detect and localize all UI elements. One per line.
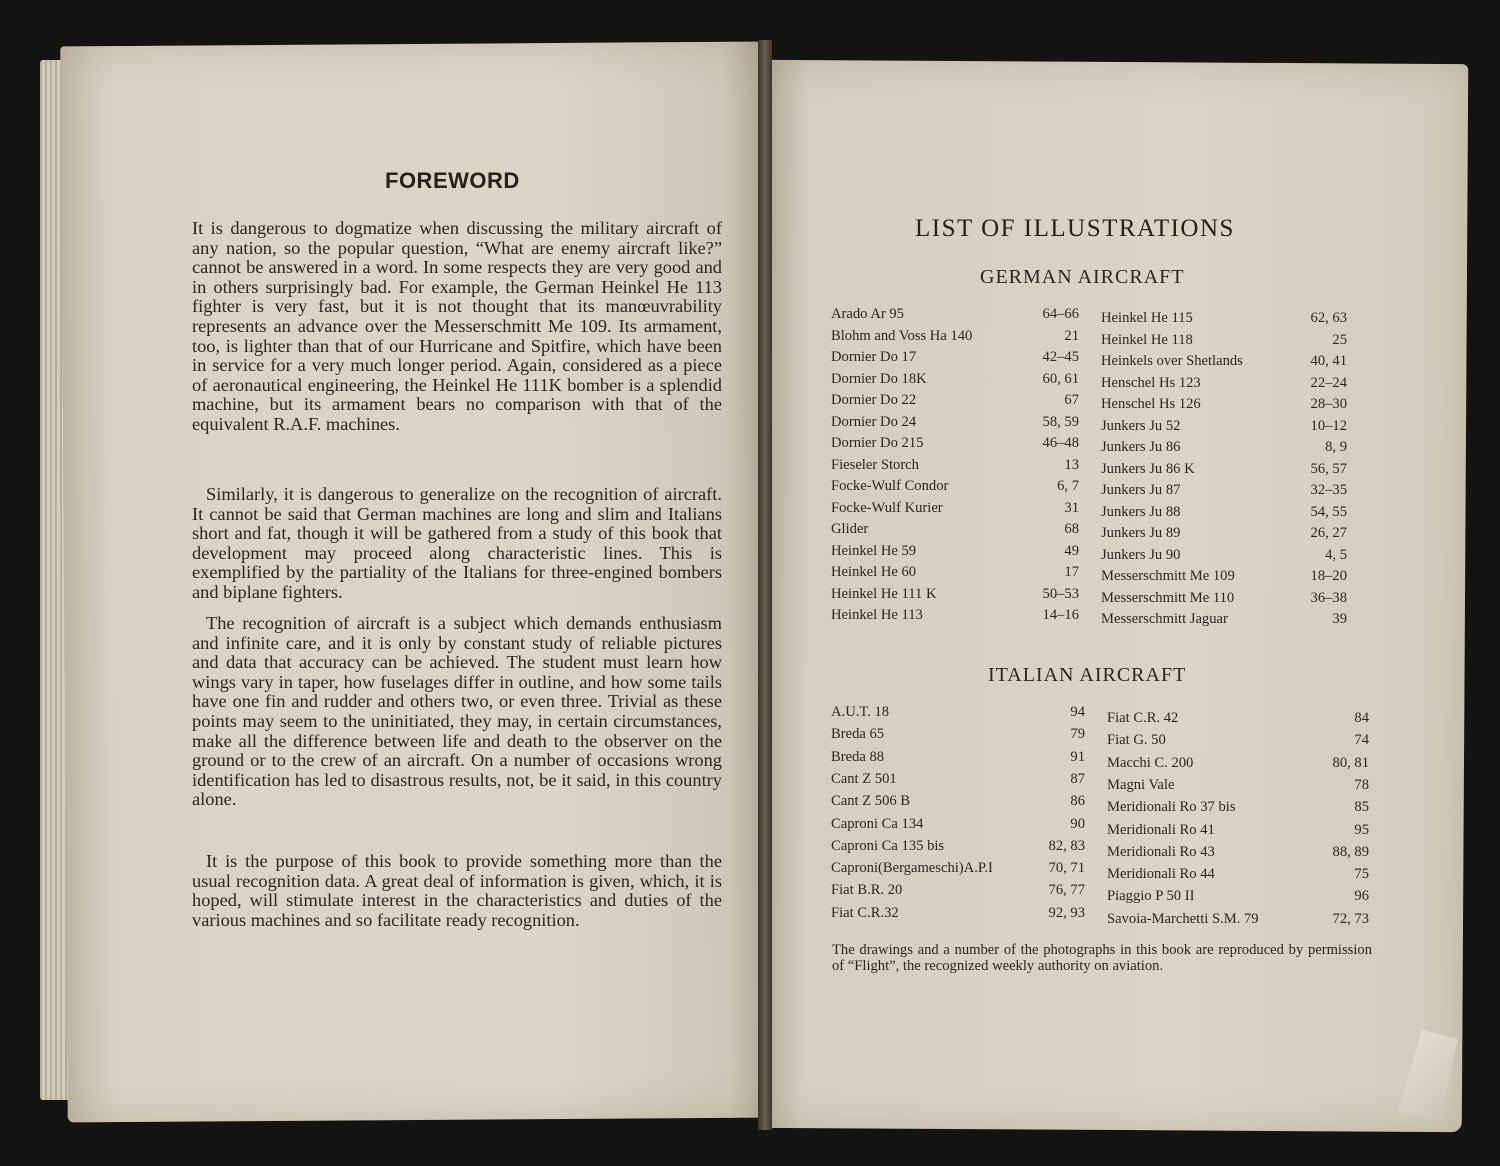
entry-pages: 4, 5 bbox=[1325, 546, 1347, 563]
entry-pages: 40, 41 bbox=[1310, 353, 1347, 369]
entry-name: Heinkel He 60 bbox=[831, 564, 917, 580]
entry-pages: 94 bbox=[1070, 704, 1085, 720]
entry-pages: 86 bbox=[1070, 793, 1085, 810]
entry-pages: 14–16 bbox=[1042, 607, 1079, 623]
entry-name: Junkers Ju 52 bbox=[1101, 417, 1181, 434]
entry-name: Heinkels over Shetlands bbox=[1101, 353, 1243, 369]
entry-name: Heinkel He 113 bbox=[831, 607, 923, 623]
entry-name: Heinkel He 118 bbox=[1101, 331, 1193, 348]
entry-name: Fiat G. 50 bbox=[1107, 732, 1166, 749]
entry-name: Junkers Ju 88 bbox=[1101, 503, 1181, 520]
entry-pages: 8, 9 bbox=[1325, 439, 1347, 455]
entry-name: Dornier Do 18K bbox=[831, 370, 927, 387]
entry-pages: 31 bbox=[1064, 499, 1079, 516]
entry-pages: 67 bbox=[1064, 392, 1079, 408]
entry-name: Fiat C.R. 42 bbox=[1107, 710, 1179, 726]
entry-pages: 13 bbox=[1064, 456, 1079, 473]
entry-pages: 84 bbox=[1354, 710, 1369, 726]
entry-name: Henschel Hs 126 bbox=[1101, 396, 1201, 412]
entry-pages: 64–66 bbox=[1042, 306, 1079, 322]
entry-name: Fiat C.R.32 bbox=[831, 904, 899, 921]
entry-pages: 85 bbox=[1354, 799, 1369, 816]
entry-pages: 62, 63 bbox=[1310, 310, 1347, 326]
entry-pages: 88, 89 bbox=[1332, 843, 1369, 860]
foreword-paragraph: It is dangerous to dogmatize when discussing the military aircraft of any nation, so the popular question, “What are enemy aircraft like?” cannot be answered in a word. In some respects they are very good and in others surprisingly bad. For example, the German Heinkel He 113 fighter is very fast, but it is not thought that its manœuvrability represents an advance over the Messerschmitt Me 109. Its armament, too, is lighter than that of our Hurricane and Spitfire, which have been in service for a very much longer period. Again, considered as a piece of aeronautical engineering, the Heinkel He 111K bomber is a splendid machine, but its armament bears no comparison with that of the equivalent R.A.F. machines. bbox=[192, 218, 722, 434]
entry-name: A.U.T. 18 bbox=[831, 704, 890, 720]
entry-pages: 18–20 bbox=[1310, 568, 1347, 584]
entry-pages: 70, 71 bbox=[1048, 860, 1085, 877]
entry-name: Arado Ar 95 bbox=[831, 306, 904, 322]
entry-name: Henschel Hs 123 bbox=[1101, 374, 1201, 391]
foreword-title: FOREWORD bbox=[385, 168, 520, 193]
entry-pages: 54, 55 bbox=[1310, 503, 1347, 520]
entry-name: Macchi C. 200 bbox=[1107, 754, 1194, 771]
book-gutter bbox=[758, 40, 772, 1130]
entry-name: Cant Z 501 bbox=[831, 770, 897, 787]
entry-pages: 39 bbox=[1332, 611, 1347, 627]
entry-pages: 46–48 bbox=[1042, 435, 1079, 451]
entry-pages: 32–35 bbox=[1310, 482, 1347, 498]
entry-name: Blohm and Voss Ha 140 bbox=[831, 327, 973, 344]
entry-pages: 28–30 bbox=[1310, 396, 1347, 412]
entry-pages: 49 bbox=[1064, 542, 1079, 559]
entry-pages: 25 bbox=[1332, 331, 1347, 348]
entry-pages: 50–53 bbox=[1042, 585, 1079, 602]
entry-name: Meridionali Ro 43 bbox=[1107, 843, 1215, 860]
entry-name: Dornier Do 22 bbox=[831, 392, 917, 408]
german-heading: GERMAN AIRCRAFT bbox=[980, 266, 1185, 288]
foreword-paragraph: The recognition of aircraft is a subject which demands enthusiasm and infinite care, and it is only by constant study of reliable pictures and data that accuracy can be achieved. The student must learn how wings vary in taper, how fuselages differ in outline, and how some tails have one fin and rudder and others two, or even three. Trivial as these points may seem to the uninitiated, they may, in certain circumstances, make all the difference between life and death to the observer on the ground or to the crew of an aircraft. On a number of occasions wrong identification has led to disastrous results, not, be it said, in this country alone. bbox=[192, 613, 722, 810]
entry-name: Glider bbox=[831, 521, 869, 537]
credits-note: The drawings and a number of the photographs in this book are reproduced by permission of “Flight”, the recognized weekly authority on aviation. bbox=[832, 942, 1372, 974]
entry-name: Junkers Ju 89 bbox=[1101, 525, 1181, 541]
entry-pages: 26, 27 bbox=[1310, 525, 1347, 541]
entry-name: Focke-Wulf Kurier bbox=[831, 499, 943, 516]
entry-name: Junkers Ju 90 bbox=[1101, 546, 1181, 563]
entry-pages: 80, 81 bbox=[1332, 754, 1369, 771]
entry-name: Caproni Ca 135 bis bbox=[831, 837, 945, 854]
entry-name: Junkers Ju 86 K bbox=[1101, 460, 1195, 477]
entry-name: Messerschmitt Me 109 bbox=[1101, 568, 1235, 584]
entry-pages: 17 bbox=[1064, 564, 1079, 580]
entry-name: Focke-Wulf Condor bbox=[831, 478, 949, 494]
entry-name: Savoia-Marchetti S.M. 79 bbox=[1107, 910, 1259, 927]
entry-pages: 90 bbox=[1070, 815, 1085, 832]
entry-name: Dornier Do 17 bbox=[831, 349, 917, 365]
entry-name: Meridionali Ro 44 bbox=[1107, 866, 1215, 883]
entry-name: Messerschmitt Me 110 bbox=[1101, 589, 1235, 606]
entry-name: Messerschmitt Jaguar bbox=[1101, 611, 1228, 627]
entry-name: Fieseler Storch bbox=[831, 456, 919, 473]
illustrations-title: LIST OF ILLUSTRATIONS bbox=[915, 215, 1235, 242]
entry-pages: 87 bbox=[1070, 770, 1085, 787]
entry-pages: 10–12 bbox=[1310, 417, 1347, 434]
entry-name: Breda 88 bbox=[831, 748, 885, 765]
entry-name: Caproni Ca 134 bbox=[831, 815, 924, 832]
entry-pages: 56, 57 bbox=[1310, 460, 1347, 477]
entry-pages: 78 bbox=[1354, 776, 1369, 793]
italian-heading: ITALIAN AIRCRAFT bbox=[988, 664, 1187, 686]
foreword-paragraph: Similarly, it is dangerous to generalize on the recognition of aircraft. It cannot be said that German machines are long and slim and Italians short and fat, though it will be gathered from a study of this book that development may proceed along characteristic lines. This is exemplified by the partiality of the Italians for three-engined bombers and biplane fighters. bbox=[192, 484, 722, 602]
entry-name: Dornier Do 24 bbox=[831, 413, 917, 430]
entry-pages: 92, 93 bbox=[1048, 904, 1085, 921]
entry-name: Breda 65 bbox=[831, 726, 885, 743]
entry-pages: 58, 59 bbox=[1042, 413, 1079, 430]
entry-name: Meridionali Ro 41 bbox=[1107, 821, 1215, 838]
entry-pages: 36–38 bbox=[1310, 589, 1347, 606]
entry-pages: 22–24 bbox=[1310, 374, 1347, 391]
entry-pages: 74 bbox=[1354, 732, 1369, 749]
entry-name: Caproni(Bergameschi)A.P.I bbox=[831, 860, 993, 877]
entry-pages: 72, 73 bbox=[1332, 910, 1369, 927]
entry-name: Heinkel He 115 bbox=[1101, 310, 1193, 326]
entry-name: Magni Vale bbox=[1107, 776, 1175, 793]
entry-pages: 91 bbox=[1070, 748, 1085, 765]
entry-pages: 95 bbox=[1354, 821, 1369, 838]
entry-name: Heinkel He 111 K bbox=[831, 585, 937, 602]
entry-name: Junkers Ju 87 bbox=[1101, 482, 1181, 498]
entry-pages: 75 bbox=[1354, 866, 1369, 883]
entry-pages: 42–45 bbox=[1042, 349, 1079, 365]
entry-pages: 79 bbox=[1070, 726, 1085, 743]
entry-pages: 68 bbox=[1064, 521, 1079, 537]
entry-pages: 76, 77 bbox=[1048, 882, 1085, 899]
entry-name: Dornier Do 215 bbox=[831, 435, 924, 451]
entry-pages: 6, 7 bbox=[1057, 478, 1079, 494]
foreword-paragraph: It is the purpose of this book to provide something more than the usual recognition data. A great deal of information is given, which, it is hoped, will stimulate interest in the characteristics and duties of the various machines and so facilitate ready recognition. bbox=[192, 851, 722, 930]
entry-pages: 82, 83 bbox=[1048, 837, 1085, 854]
entry-name: Meridionali Ro 37 bis bbox=[1107, 799, 1236, 816]
entry-name: Fiat B.R. 20 bbox=[831, 882, 903, 899]
entry-pages: 96 bbox=[1354, 888, 1369, 905]
entry-name: Heinkel He 59 bbox=[831, 542, 917, 559]
entry-name: Cant Z 506 B bbox=[831, 793, 911, 810]
entry-name: Junkers Ju 86 bbox=[1101, 439, 1181, 455]
entry-pages: 60, 61 bbox=[1042, 370, 1079, 387]
entry-pages: 21 bbox=[1064, 327, 1079, 344]
entry-name: Piaggio P 50 II bbox=[1107, 888, 1195, 905]
